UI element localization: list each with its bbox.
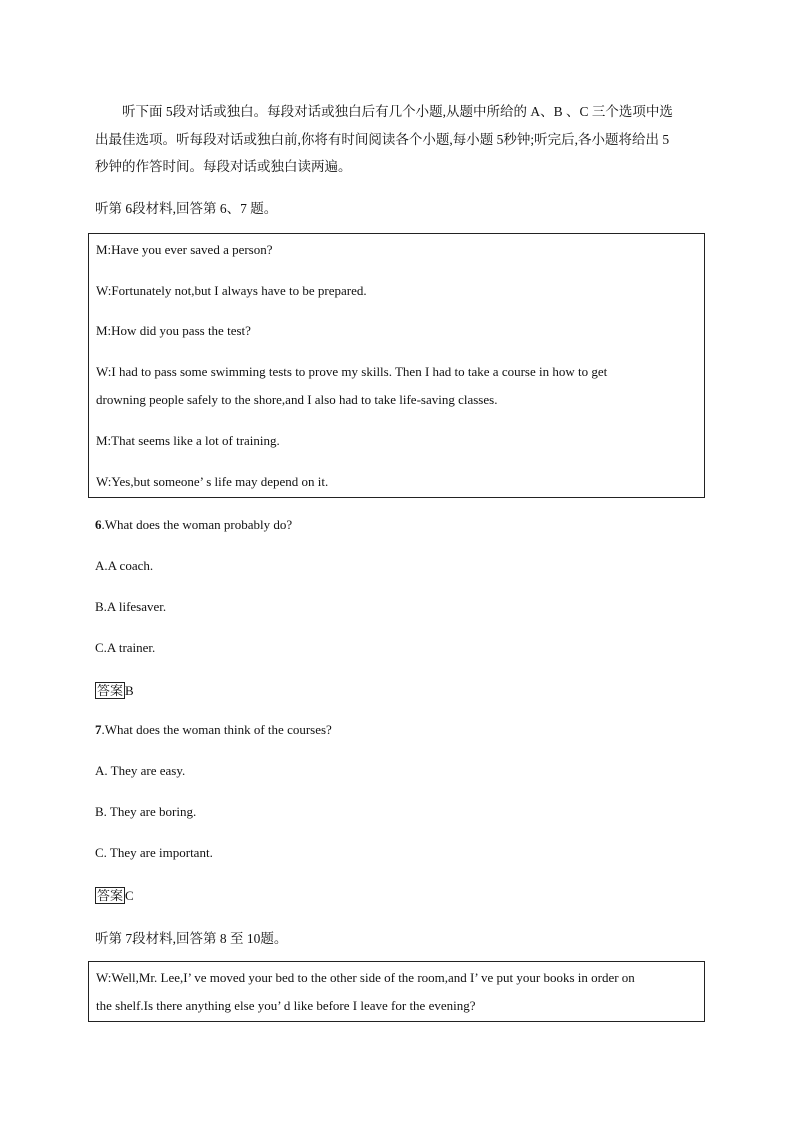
question-number: 6 xyxy=(95,517,102,532)
question-6 xyxy=(95,517,292,533)
section-6-heading: 听第 6段材料,回答第 6、7 题。 xyxy=(95,201,278,216)
question-6-option-b: B.A lifesaver. xyxy=(95,599,167,614)
instructions-line-2: 出最佳选项。听每段对话或独白前,你将有时间阅读各个小题,每小题 5秒钟;听完后,各小题将给出 5 xyxy=(95,131,670,147)
question-7 xyxy=(95,722,332,738)
transcript-line: the shelf.Is there anything else you’ d like before I leave for the evening? xyxy=(96,998,476,1013)
question-7-answer xyxy=(95,885,134,904)
question-text: .What does the woman think of the courses? xyxy=(101,722,332,737)
instructions-line-3: 秒钟的作答时间。每段对话或独白读两遍。 xyxy=(95,159,352,174)
transcript-line: M:That seems like a lot of training. xyxy=(96,433,280,448)
question-7-option-b: B. They are boring. xyxy=(95,804,197,819)
question-7-option-c: C. They are important. xyxy=(95,845,213,860)
question-6-option-a: A.A coach. xyxy=(95,558,154,573)
instructions-line-1: 听下面 5段对话或独白。每段对话或独白后有几个小题,从题中所给的 A、B 、C 三个选项中选 xyxy=(122,104,673,119)
section-7-heading: 听第 7段材料,回答第 8 至 10题。 xyxy=(95,931,288,946)
transcript-line: M:How did you pass the test? xyxy=(96,323,251,338)
transcript-line: W:Fortunately not,but I always have to be prepared. xyxy=(96,283,367,298)
instructions xyxy=(95,98,707,181)
question-6-option-c: C.A trainer. xyxy=(95,640,156,655)
transcript-line: W:Well,Mr. Lee,I’ ve moved your bed to the other side of the room,and I’ ve put your books in order on xyxy=(96,970,635,985)
answer-label: 答案 xyxy=(97,683,124,698)
section-7-transcript-box xyxy=(88,961,705,1022)
answer-label: 答案 xyxy=(97,888,124,903)
question-7-option-a: A. They are easy. xyxy=(95,763,186,778)
transcript-line: W:I had to pass some swimming tests to prove my skills. Then I had to take a course in how to get xyxy=(96,364,608,379)
transcript-line: M:Have you ever saved a person? xyxy=(96,242,273,257)
question-6-answer xyxy=(95,680,134,699)
question-text: .What does the woman probably do? xyxy=(101,517,293,532)
question-number: 7 xyxy=(95,722,102,737)
answer-value: C xyxy=(125,888,134,903)
transcript-line: W:Yes,but someone’ s life may depend on it. xyxy=(96,474,329,489)
transcript-line: drowning people safely to the shore,and I also had to take life-saving classes. xyxy=(96,392,498,407)
answer-value: B xyxy=(125,683,134,698)
section-6-transcript-box xyxy=(88,233,705,498)
